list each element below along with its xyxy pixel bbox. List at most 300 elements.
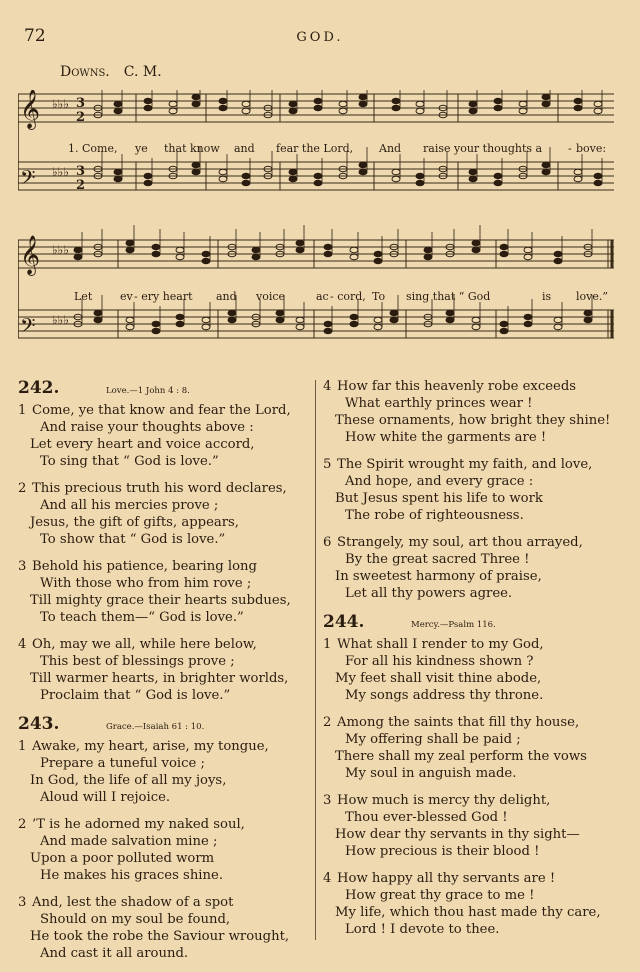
lyric-syllable: sing that “ God [406, 290, 491, 303]
note-head [144, 98, 152, 104]
verse-line [323, 378, 628, 395]
verse-text: How happy all thy servants are ! [337, 871, 556, 886]
note-head [114, 169, 122, 175]
stanza-number: 2 [18, 481, 27, 496]
key-signature: ♭♭♭ [52, 165, 69, 179]
bass-clef: 𝄢 [20, 166, 36, 194]
note-head [144, 173, 152, 179]
note-head [574, 105, 582, 111]
note-head [494, 98, 502, 104]
note-head [219, 169, 227, 175]
note-head [519, 101, 527, 107]
note-head [114, 176, 122, 182]
stanza [323, 636, 628, 704]
verse-text: Lord ! I devote to thee. [345, 922, 500, 937]
note-head [152, 328, 160, 334]
stanza-number: 2 [18, 817, 27, 832]
note-head [289, 101, 297, 107]
note-head [350, 254, 358, 260]
note-head [314, 180, 322, 186]
tune-name: Downs. [60, 64, 110, 80]
verse-text: Thou ever-blessed God ! [345, 810, 508, 825]
note-head [584, 317, 592, 323]
verse-text: Come, ye that know and fear the Lord, [32, 403, 291, 418]
page-number: 72 [24, 26, 46, 46]
verse-text: ’T is he adorned my naked soul, [32, 817, 245, 832]
verse-text: Among the saints that fill thy house, [337, 715, 580, 730]
verse-text: Prepare a tuneful voice ; [40, 756, 205, 771]
time-signature: 3 [76, 96, 86, 111]
verse-text: The Spirit wrought my faith, and love, [337, 457, 593, 472]
note-head [144, 105, 152, 111]
note-head [446, 317, 454, 323]
verse-line [18, 653, 308, 670]
note-head [584, 310, 592, 316]
note-head [500, 251, 508, 257]
note-head [324, 251, 332, 257]
note-head [359, 169, 367, 175]
verse-line [323, 826, 628, 843]
note-head [500, 244, 508, 250]
verse-line [18, 514, 308, 531]
lyric-syllable: and [216, 290, 237, 303]
verse-line [323, 904, 628, 921]
verse-line [18, 772, 308, 789]
hymn-number: 244. [323, 612, 365, 632]
lyric-syllable: And [379, 142, 402, 155]
note-head [296, 247, 304, 253]
note-head [392, 169, 400, 175]
verse-line [323, 765, 628, 782]
note-head [392, 98, 400, 104]
verse-text: Strangely, my soul, art thou arrayed, [337, 535, 583, 550]
note-head [192, 162, 200, 168]
stanza-number: 1 [18, 739, 27, 754]
verse-text: Awake, my heart, arise, my tongue, [32, 739, 269, 754]
note-head [574, 176, 582, 182]
stanza-number: 4 [323, 871, 332, 886]
verse-text: And made salvation mine ; [40, 834, 218, 849]
verse-text: My offering shall be paid ; [345, 732, 521, 747]
note-head [554, 324, 562, 330]
note-head [296, 240, 304, 246]
hymn-heading [18, 378, 308, 398]
note-head [494, 180, 502, 186]
verse-text: By the great sacred Three ! [345, 552, 530, 567]
stanza [323, 378, 628, 446]
note-head [152, 251, 160, 257]
hymn-number: 243. [18, 714, 60, 734]
verse-line [18, 945, 308, 962]
lyric-syllable: 1. Come, [68, 142, 118, 155]
hymn-title: Grace.—Isaiah 61 : 10. [106, 722, 205, 732]
verse-text: Aloud will I rejoice. [40, 790, 171, 805]
note-head [519, 108, 527, 114]
verse-line [323, 792, 628, 809]
verse-text: How white the garments are ! [345, 430, 547, 445]
note-head [339, 101, 347, 107]
note-head [374, 324, 382, 330]
note-head [359, 94, 367, 100]
note-head [594, 108, 602, 114]
verse-line [18, 453, 308, 470]
verse-text: And hope, and every grace : [345, 474, 534, 489]
note-head [472, 317, 480, 323]
verse-text: He makes his graces shine. [40, 868, 224, 883]
verse-text: And cast it all around. [40, 946, 189, 961]
lyric-syllable: - ery heart [134, 290, 193, 303]
verse-line [18, 816, 308, 833]
verse-line [18, 480, 308, 497]
note-head [416, 101, 424, 107]
note-head [324, 328, 332, 334]
stanza [18, 558, 308, 626]
note-head [424, 254, 432, 260]
verse-line [18, 670, 308, 687]
verse-line [18, 738, 308, 755]
note-head [314, 105, 322, 111]
verse-text: Behold his patience, bearing long [32, 559, 257, 574]
note-head [289, 108, 297, 114]
verse-line [323, 636, 628, 653]
note-head [416, 108, 424, 114]
note-head [542, 162, 550, 168]
note-head [574, 98, 582, 104]
note-head [359, 162, 367, 168]
note-head [469, 176, 477, 182]
verse-text: What earthly princes wear ! [345, 396, 533, 411]
stanza [323, 714, 628, 782]
note-head [542, 169, 550, 175]
hymn-title: Love.—1 John 4 : 8. [106, 386, 190, 396]
key-signature: ♭♭♭ [52, 97, 69, 111]
verse-line [18, 928, 308, 945]
stanza-number: 4 [323, 379, 332, 394]
note-head [594, 180, 602, 186]
stanza-number: 1 [18, 403, 27, 418]
lyric-syllable: voice [256, 290, 286, 303]
lyric-syllable: To [372, 290, 386, 303]
verse-text: My soul in anguish made. [345, 766, 517, 781]
hymn [323, 378, 628, 602]
verse-line [18, 833, 308, 850]
stanza-number: 5 [323, 457, 332, 472]
note-head [390, 317, 398, 323]
stanza-number: 3 [18, 559, 27, 574]
note-head [152, 321, 160, 327]
stanza [18, 894, 308, 962]
key-signature: ♭♭♭ [52, 313, 69, 327]
lyric-syllable: Let [74, 290, 93, 303]
note-head [192, 94, 200, 100]
note-head [446, 310, 454, 316]
note-head [374, 258, 382, 264]
note-head [169, 101, 177, 107]
lyric-syllable: ev [120, 290, 133, 303]
note-head [74, 254, 82, 260]
verse-line [18, 558, 308, 575]
note-head [176, 254, 184, 260]
verse-line [323, 870, 628, 887]
treble-clef: 𝄞 [20, 235, 41, 275]
stanza [18, 636, 308, 704]
verse-text: To show that “ God is love.” [40, 532, 226, 547]
note-head [276, 317, 284, 323]
hymn-heading [323, 612, 628, 632]
lyric-syllable: that know [164, 142, 220, 155]
verse-line [18, 531, 308, 548]
note-head [350, 314, 358, 320]
note-head [276, 310, 284, 316]
hymn-heading [18, 714, 308, 734]
note-head [296, 324, 304, 330]
verse-text: Till mighty grace their hearts subdues, [30, 593, 291, 608]
verse-line [323, 456, 628, 473]
note-head [219, 98, 227, 104]
note-head [74, 247, 82, 253]
note-head [192, 101, 200, 107]
hymn [18, 714, 308, 962]
note-head [524, 314, 532, 320]
note-head [469, 101, 477, 107]
note-head [242, 173, 250, 179]
verse-text: How dear thy servants in thy sight— [335, 827, 580, 842]
note-head [176, 321, 184, 327]
verse-line [323, 395, 628, 412]
verse-line [323, 429, 628, 446]
note-head [202, 251, 210, 257]
verse-line [323, 412, 628, 429]
note-head [542, 101, 550, 107]
stanza [18, 402, 308, 470]
verse-text: In God, the life of all my joys, [30, 773, 227, 788]
stanza-number: 6 [323, 535, 332, 550]
stanza [18, 738, 308, 806]
verse-text: And, lest the shadow of a spot [32, 895, 234, 910]
note-head [472, 240, 480, 246]
note-head [314, 173, 322, 179]
verse-line [323, 490, 628, 507]
verse-line [18, 402, 308, 419]
verse-text: With those who from him rove ; [40, 576, 252, 591]
note-head [469, 108, 477, 114]
note-head [296, 317, 304, 323]
note-head [524, 321, 532, 327]
note-head [574, 169, 582, 175]
verse-line [18, 755, 308, 772]
bass-clef: 𝄢 [20, 314, 36, 342]
note-head [192, 169, 200, 175]
verse-text: My feet shall visit thine abode, [335, 671, 542, 686]
note-head [242, 108, 250, 114]
verse-line [323, 568, 628, 585]
stanza-number: 3 [18, 895, 27, 910]
verse-text: These ornaments, how bright they shine! [335, 413, 611, 428]
note-head [472, 324, 480, 330]
hymn-title: Mercy.—Psalm 116. [411, 620, 496, 630]
note-head [289, 176, 297, 182]
note-head [252, 254, 260, 260]
verse-text: How far this heavenly robe exceeds [337, 379, 577, 394]
lyric-syllable: and [234, 142, 255, 155]
column-divider [315, 380, 316, 940]
verse-line [323, 653, 628, 670]
time-signature: 2 [76, 178, 86, 193]
verse-line [323, 714, 628, 731]
stanza-number: 1 [323, 637, 332, 652]
verse-line [18, 894, 308, 911]
lyric-syllable: love.” [576, 290, 608, 303]
verse-line [18, 911, 308, 928]
lyric-syllable: ye [135, 142, 148, 155]
note-head [350, 247, 358, 253]
verse-line [323, 473, 628, 490]
note-head [324, 244, 332, 250]
verse-text: And raise your thoughts above : [40, 420, 254, 435]
note-head [126, 317, 134, 323]
note-head [202, 317, 210, 323]
verse-line [323, 670, 628, 687]
hymn [323, 612, 628, 938]
note-head [176, 314, 184, 320]
note-head [289, 169, 297, 175]
verse-line [18, 592, 308, 609]
verse-line [323, 887, 628, 904]
note-head [228, 317, 236, 323]
note-head [314, 98, 322, 104]
verse-text: There shall my zeal perform the vows [335, 749, 587, 764]
note-head [416, 180, 424, 186]
verse-line [323, 748, 628, 765]
note-head [169, 108, 177, 114]
note-head [114, 108, 122, 114]
note-head [359, 101, 367, 107]
note-head [350, 321, 358, 327]
verse-text: For all his kindness shown ? [345, 654, 534, 669]
verse-line [18, 575, 308, 592]
note-head [472, 247, 480, 253]
lyric-syllable: bove: [576, 142, 607, 155]
note-head [94, 310, 102, 316]
stanza-number: 3 [323, 793, 332, 808]
note-head [500, 328, 508, 334]
note-head [424, 247, 432, 253]
verse-line [323, 585, 628, 602]
verse-text: Let every heart and voice accord, [30, 437, 255, 452]
note-head [594, 173, 602, 179]
verse-text: He took the robe the Saviour wrought, [30, 929, 290, 944]
verse-text: Till warmer hearts, in brighter worlds, [30, 671, 289, 686]
note-head [152, 244, 160, 250]
lyric-syllable: ac [316, 290, 329, 303]
treble-clef: 𝄞 [20, 90, 41, 129]
note-head [374, 317, 382, 323]
verse-text: Should on my soul be found, [40, 912, 231, 927]
note-head [144, 180, 152, 186]
verse-text: How great thy grace to me ! [345, 888, 535, 903]
verse-line [18, 850, 308, 867]
note-head [374, 251, 382, 257]
verse-text: This precious truth his word declares, [32, 481, 287, 496]
note-head [339, 108, 347, 114]
verse-line [323, 687, 628, 704]
music-score [18, 90, 618, 358]
verse-line [323, 809, 628, 826]
note-head [126, 240, 134, 246]
stanza [18, 480, 308, 548]
verse-text: Oh, may we all, while here below, [32, 637, 257, 652]
verse-text: Let all thy powers agree. [345, 586, 513, 601]
verse-line [323, 507, 628, 524]
verse-text: This best of blessings prove ; [40, 654, 235, 669]
verse-text: How much is mercy thy delight, [337, 793, 551, 808]
note-head [594, 101, 602, 107]
note-head [416, 173, 424, 179]
right-column [323, 378, 628, 948]
verse-text: And all his mercies prove ; [40, 498, 219, 513]
verse-text: The robe of righteousness. [345, 508, 524, 523]
stanza [323, 870, 628, 938]
verse-text: In sweetest harmony of praise, [335, 569, 542, 584]
hymn-number: 242. [18, 378, 60, 398]
verse-text: My songs address thy throne. [345, 688, 544, 703]
note-head [324, 321, 332, 327]
note-head [219, 176, 227, 182]
note-head [126, 324, 134, 330]
note-head [554, 317, 562, 323]
lyric-syllable: fear the Lord, [276, 142, 354, 155]
note-head [242, 180, 250, 186]
verse-line [323, 551, 628, 568]
verse-text: How precious is their blood ! [345, 844, 540, 859]
stanza [323, 456, 628, 524]
note-head [114, 101, 122, 107]
note-head [202, 258, 210, 264]
stanza [323, 792, 628, 860]
key-signature: ♭♭♭ [52, 243, 69, 257]
note-head [500, 321, 508, 327]
verse-text: To teach them—“ God is love.” [40, 610, 244, 625]
verse-text: Proclaim that “ God is love.” [40, 688, 231, 703]
stanza-number: 2 [323, 715, 332, 730]
note-head [494, 173, 502, 179]
stanza [323, 534, 628, 602]
lyric-syllable: - [568, 142, 572, 155]
verse-line [323, 921, 628, 938]
note-head [469, 169, 477, 175]
note-head [176, 247, 184, 253]
note-head [126, 247, 134, 253]
verse-text: My life, which thou hast made thy care, [335, 905, 601, 920]
verse-line [18, 436, 308, 453]
lyric-syllable: is [542, 290, 552, 303]
lyric-syllable: raise your thoughts a [423, 142, 543, 155]
lyric-syllable: - cord, [330, 290, 366, 303]
note-head [390, 310, 398, 316]
note-head [242, 101, 250, 107]
verse-line [18, 789, 308, 806]
note-head [228, 310, 236, 316]
verse-line [18, 497, 308, 514]
tune-heading [60, 64, 162, 80]
verse-line [323, 843, 628, 860]
verse-line [18, 867, 308, 884]
stanza-number: 4 [18, 637, 27, 652]
note-head [202, 324, 210, 330]
note-head [392, 176, 400, 182]
note-head [542, 94, 550, 100]
verse-text: But Jesus spent his life to work [335, 491, 543, 506]
